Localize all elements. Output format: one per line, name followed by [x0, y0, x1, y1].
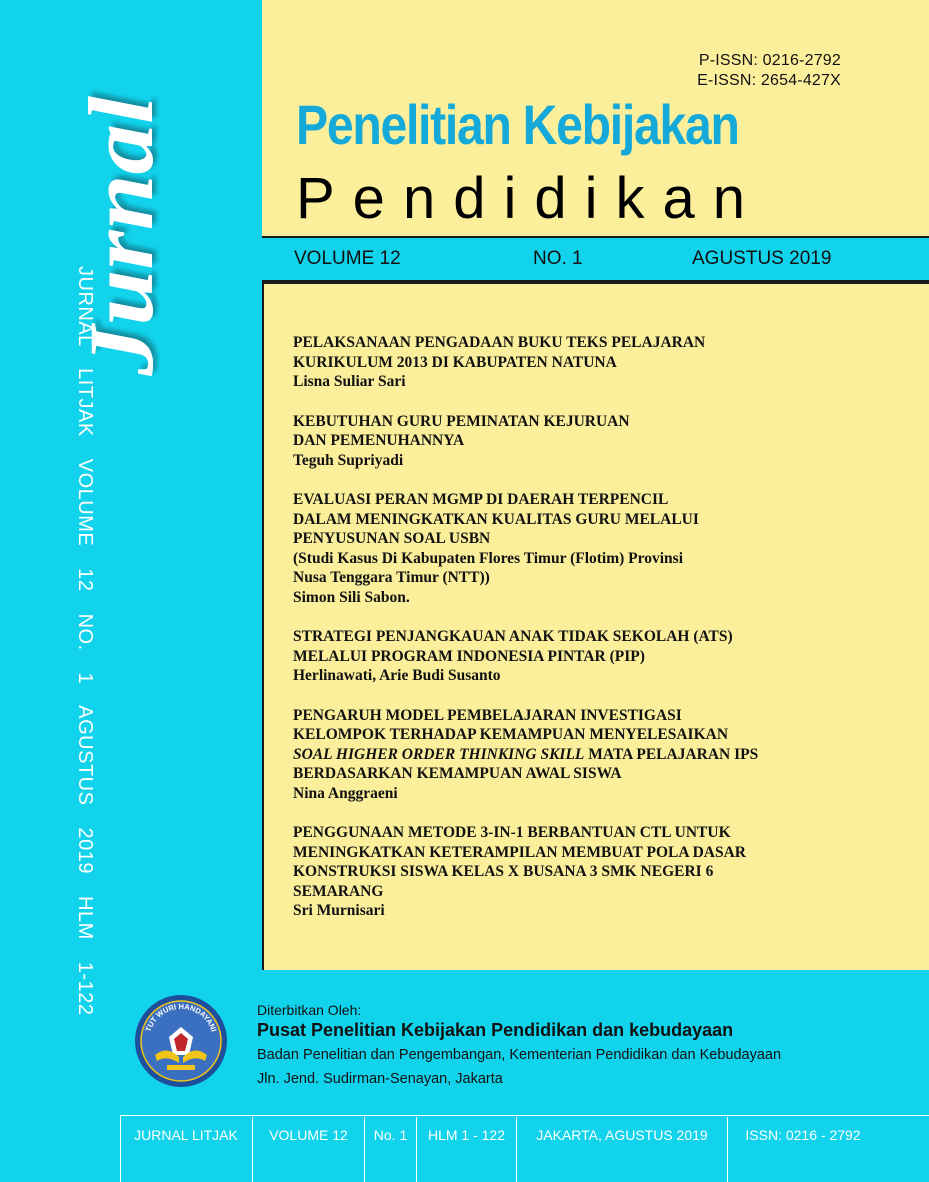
article-title-line: PELAKSANAAN PENGADAAN BUKU TEKS PELAJARAN	[293, 334, 706, 351]
article-title-line: MENINGKATKAN KETERAMPILAN MEMBUAT POLA DASAR	[293, 843, 746, 861]
article-title-line: PENYUSUNAN SOAL USBN	[293, 530, 491, 547]
print-issn: P-ISSN: 0216-2792	[698, 52, 841, 69]
article-title-line: DAN PEMENUHANNYA	[293, 432, 465, 449]
article-title-italic: SOAL HIGHER ORDER THINKING SKILL	[293, 745, 585, 763]
jurnal-wordmark-text: Jurnal	[70, 120, 172, 376]
article-title-line: MELALUI PROGRAM INDONESIA PINTAR (PIP)	[293, 647, 645, 665]
toc-article	[293, 627, 913, 686]
article-title-line: EVALUASI PERAN MGMP DI DAERAH TERPENCIL	[293, 491, 669, 508]
toc-article	[293, 823, 913, 921]
footer-issn: ISSN: 0216 - 2792	[745, 1127, 861, 1143]
article-title-rest: MATA PELAJARAN IPS	[584, 745, 759, 763]
article-title-line: STRATEGI PENJANGKAUAN ANAK TIDAK SEKOLAH (ATS)	[293, 628, 733, 645]
footer-volume: VOLUME 12	[253, 1117, 365, 1182]
jurnal-wordmark	[70, 88, 240, 388]
toc-article	[293, 412, 913, 471]
issue-number: NO. 1	[533, 248, 583, 269]
spine-text: JURNAL LITJAK VOLUME 12 NO. 1 AGUSTUS 2019 HLM 1-122	[74, 266, 96, 1016]
article-title-line: KEBUTUHAN GURU PEMINATAN KEJURUAN	[293, 412, 630, 430]
footer-journal: JURNAL LITJAK	[120, 1117, 253, 1182]
footer-pages: HLM 1 - 122	[417, 1117, 517, 1182]
article-title-line: Nusa Tenggara Timur (NTT))	[293, 569, 490, 586]
publisher-address: Jln. Jend. Sudirman-Senayan, Jakarta	[257, 1071, 503, 1087]
footer-place-date: JAKARTA, AGUSTUS 2019	[517, 1117, 728, 1182]
article-author: Simon Sili Sabon.	[293, 588, 410, 606]
publisher-agency: Badan Penelitian dan Pengembangan, Kementerian Pendidikan dan Kebudayaan	[257, 1047, 782, 1063]
journal-title-line2: Pendidikan	[296, 166, 763, 231]
article-author: Teguh Supriyadi	[293, 451, 404, 469]
article-title-line: PENGARUH MODEL PEMBELAJARAN INVESTIGASI	[293, 706, 682, 724]
publisher-label: Diterbitkan Oleh:	[257, 1002, 362, 1018]
spine	[66, 266, 96, 1016]
article-title-line: BERDASARKAN KEMAMPUAN AWAL SISWA	[293, 765, 622, 782]
article-title-line: (Studi Kasus Di Kabupaten Flores Timur (Flotim) Provinsi	[293, 549, 683, 567]
footer-number: No. 1	[365, 1117, 417, 1182]
toc-article	[293, 706, 913, 804]
toc-article	[293, 490, 913, 607]
publisher-name: Pusat Penelitian Kebijakan Pendidikan dan kebudayaan	[257, 1020, 734, 1040]
logo-motto: TUT WURI HANDAYANI	[143, 1001, 219, 1033]
issue-volume: VOLUME 12	[294, 248, 401, 269]
issue-date: AGUSTUS 2019	[692, 248, 832, 269]
article-title-line: KONSTRUKSI SISWA KELAS X BUSANA 3 SMK NEGERI 6	[293, 863, 714, 880]
table-of-contents	[293, 333, 913, 941]
article-title-line	[293, 745, 913, 765]
article-author: Lisna Suliar Sari	[293, 373, 406, 390]
article-title-line: KELOMPOK TERHADAP KEMAMPUAN MENYELESAIKAN	[293, 726, 729, 743]
article-title-line: KURIKULUM 2013 DI KABUPATEN NATUNA	[293, 353, 617, 371]
journal-title-line1: Penelitian Kebijakan	[296, 93, 739, 156]
article-title-line: PENGGUNAAN METODE 3-IN-1 BERBANTUAN CTL UNTUK	[293, 824, 731, 841]
article-author: Nina Anggraeni	[293, 784, 398, 802]
article-author: Herlinawati, Arie Budi Susanto	[293, 667, 501, 684]
electronic-issn: E-ISSN: 2654-427X	[697, 72, 841, 89]
tut-wuri-handayani-logo	[133, 993, 229, 1089]
article-title-line: SEMARANG	[293, 882, 384, 900]
article-title-line: DALAM MENINGKATKAN KUALITAS GURU MELALUI	[293, 510, 699, 528]
toc-article	[293, 333, 913, 392]
article-author: Sri Murnisari	[293, 902, 385, 919]
